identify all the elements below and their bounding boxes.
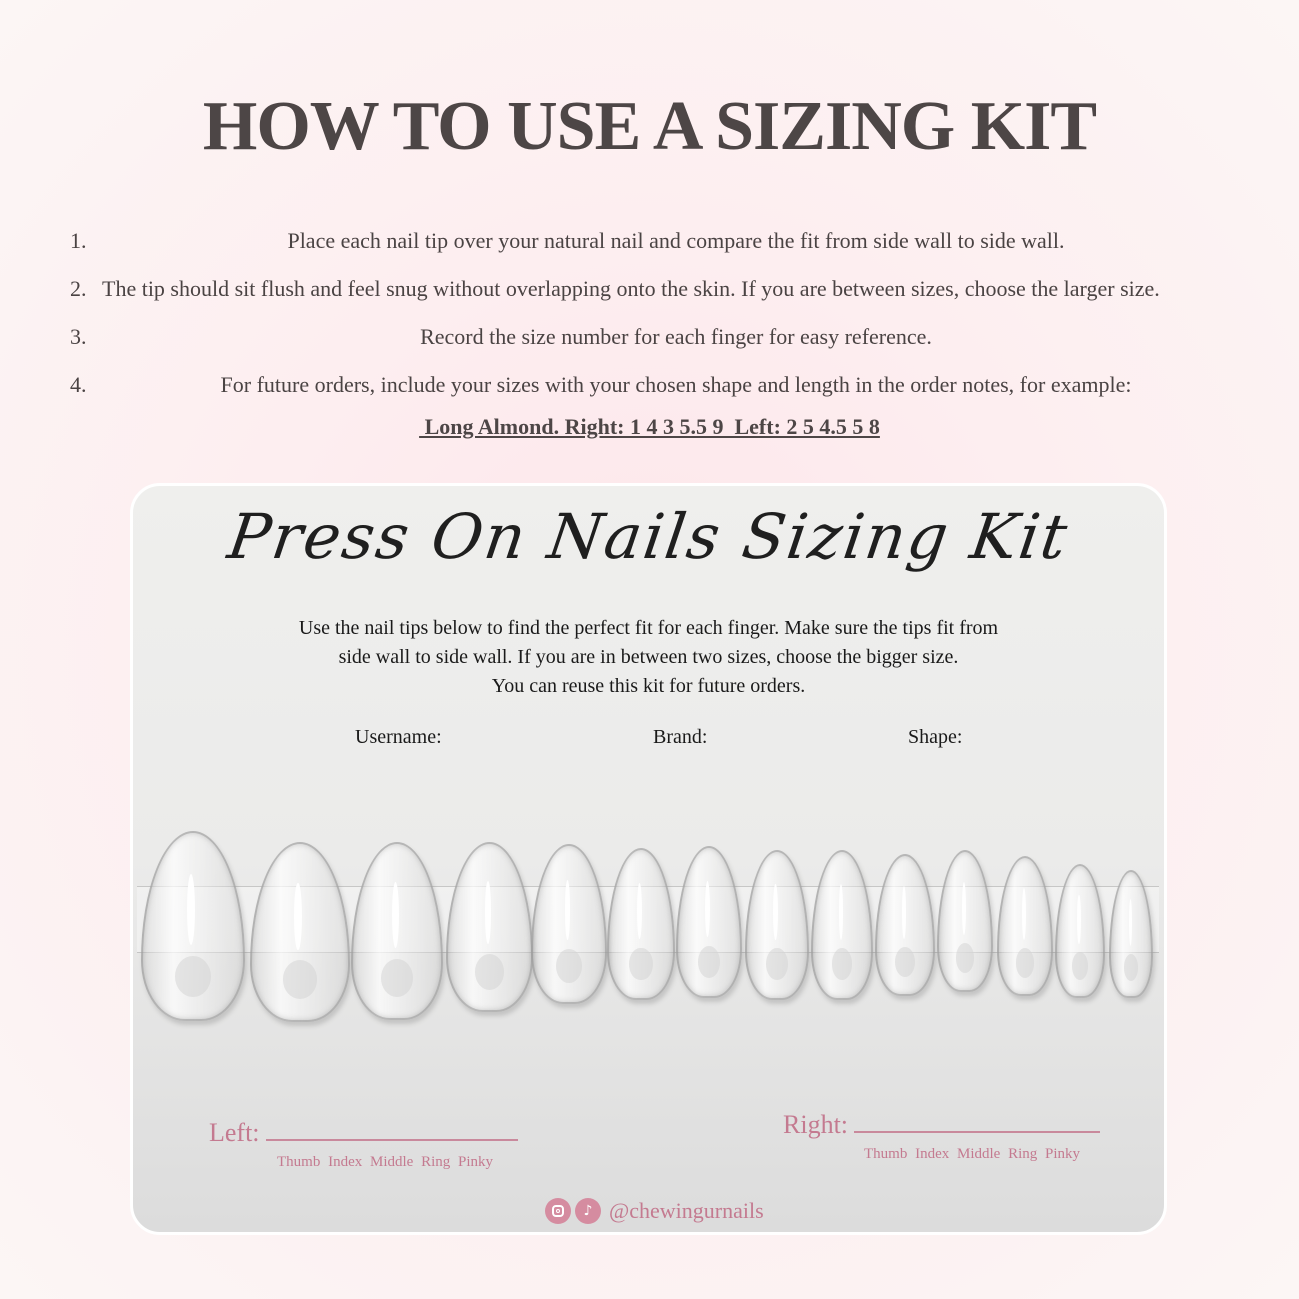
nail-tip — [811, 850, 873, 1000]
nail-tip — [531, 844, 607, 1004]
social-handle-row — [545, 1198, 764, 1224]
username-label: Username: — [355, 726, 442, 748]
step-number: 3. — [70, 324, 87, 349]
nail-tip — [607, 848, 675, 1000]
right-finger-labels: Thumb Index Middle Ring Pinky — [864, 1146, 1080, 1162]
nail-tip — [1055, 864, 1105, 998]
step-text: Record the size number for each finger for easy reference. — [420, 324, 932, 349]
kit-instruction-line: You can reuse this kit for future orders. — [491, 675, 806, 697]
shape-label: Shape: — [908, 726, 963, 748]
step-text: For future orders, include your sizes with your chosen shape and length in the order notes, for example: — [220, 372, 1132, 397]
nail-tip — [446, 842, 533, 1012]
nail-tip — [937, 850, 993, 992]
right-hand-sizes — [783, 1110, 1100, 1162]
kit-title: Press On Nails Sizing Kit — [223, 500, 1074, 573]
instagram-icon — [545, 1198, 571, 1224]
left-size-line — [266, 1139, 518, 1141]
step-item — [70, 222, 1250, 270]
nail-tip — [250, 842, 350, 1022]
example-order-note: Long Almond. Right: 1 4 3 5.5 9 Left: 2 5 4.5 5 8 — [419, 414, 880, 439]
nail-tip — [997, 856, 1053, 996]
step-text: The tip should sit flush and feel snug without overlapping onto the skin. If you are between sizes, choose the larger size. — [102, 276, 1160, 301]
step-item — [70, 318, 1250, 366]
left-hand-sizes — [209, 1118, 518, 1170]
page-title: HOW TO USE A SIZING KIT — [202, 88, 1097, 165]
nail-tip — [875, 854, 935, 996]
step-number: 2. — [70, 276, 87, 301]
right-label: Right: — [783, 1110, 849, 1139]
tiktok-icon: ♪ — [575, 1198, 601, 1224]
step-number: 1. — [70, 228, 87, 253]
right-size-line — [854, 1131, 1100, 1133]
step-text: Place each nail tip over your natural nail and compare the fit from side wall to side wall. — [287, 228, 1065, 253]
instruction-steps — [70, 222, 1250, 414]
step-item — [70, 270, 1250, 318]
social-handle: @chewingurnails — [609, 1198, 764, 1223]
nail-tip — [351, 842, 443, 1020]
nail-tip — [676, 846, 742, 998]
step-number: 4. — [70, 372, 87, 397]
left-label: Left: — [209, 1118, 260, 1147]
nail-tip — [745, 850, 809, 1000]
brand-label: Brand: — [653, 726, 708, 748]
left-finger-labels: Thumb Index Middle Ring Pinky — [277, 1154, 493, 1170]
nail-tip — [141, 831, 245, 1021]
step-item — [70, 366, 1250, 414]
nail-tip — [1109, 870, 1153, 998]
kit-instruction-line: side wall to side wall. If you are in between two sizes, choose the bigger size. — [338, 646, 959, 668]
kit-instruction-line: Use the nail tips below to find the perfect fit for each finger. Make sure the tips fit from — [298, 617, 999, 639]
sizing-kit-photo — [130, 483, 1167, 1235]
